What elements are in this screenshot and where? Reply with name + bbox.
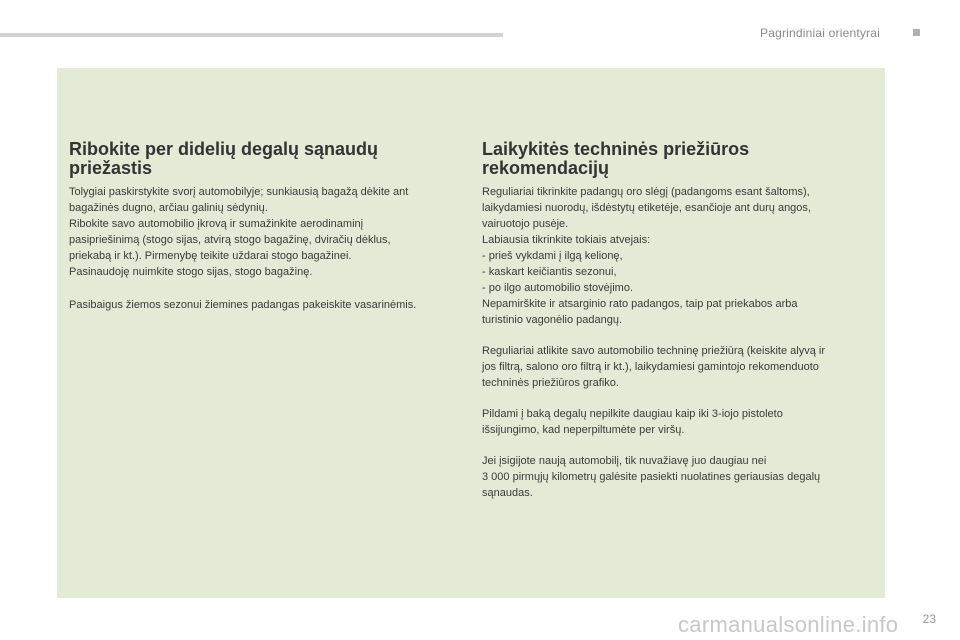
right-column xyxy=(482,140,882,501)
page-number: 23 xyxy=(922,612,936,626)
right-paragraph-1: Reguliariai tikrinkite padangų oro slėgį (padangoms esant šaltoms), laikydamiesi nuorodų, išdėstytų etiketėje, esančioje ant durų angos, vairuotojo pusėje. Labiausia tikrinkite tokiais atvejais: - prieš vykdami į ilgą kelionę, - kaskart keičiantis sezonui, - po ilgo automobilio stovėjimo. Nepamirškite ir atsarginio rato padangos, taip pat priekabos arba turistinio vagonėlio padangų. xyxy=(482,186,811,326)
left-heading: Ribokite per didelių degalų sąnaudų priežastis xyxy=(69,139,379,178)
right-paragraph-2: Reguliariai atlikite savo automobilio techninę priežiūrą (keiskite alyvą ir jos filtrą, salono oro filtrą ir kt.), laikydamiesi gamintojo rekomenduoto techninės priežiūros grafiko. xyxy=(482,345,825,389)
right-paragraph-4: Jei įsigijote naują automobilį, tik nuvažiavę juo daugiau nei 3 000 pirmųjų kilometrų galėsite pasiekti nuolatines geriausias degalų sąnaudas. xyxy=(482,455,821,499)
left-column xyxy=(69,140,469,313)
left-paragraph-1: Tolygiai paskirstykite svorį automobilyje; sunkiausią bagažą dėkite ant bagažinės dugno, arčiau galinių sėdynių. Ribokite savo automobilio įkrovą ir sumažinkite aerodinaminį pasipriešinimą (stogo sijas, atvirą stogo bagažinę, dviračių dėklus, priekabą ir kt.). Pirmenybę teikite uždarai stogo bagažinei. Pasinaudoję nuimkite stogo sijas, stogo bagažinę. xyxy=(69,186,409,278)
corner-square-icon xyxy=(913,29,920,36)
header-rule xyxy=(0,33,503,37)
left-paragraph-2: Pasibaigus žiemos sezonui žiemines padangas pakeiskite vasarinėmis. xyxy=(69,299,417,311)
watermark: carmanualsonline.info xyxy=(678,612,899,637)
content-panel xyxy=(57,68,885,598)
right-paragraph-3: Pildami į baką degalų nepilkite daugiau kaip iki 3-iojo pistoleto išsijungimo, kad neperpiltumėte per viršų. xyxy=(482,408,783,436)
section-title: Pagrindiniai orientyrai xyxy=(760,26,880,40)
right-heading: Laikykitės techninės priežiūros rekomendacijų xyxy=(482,139,750,178)
